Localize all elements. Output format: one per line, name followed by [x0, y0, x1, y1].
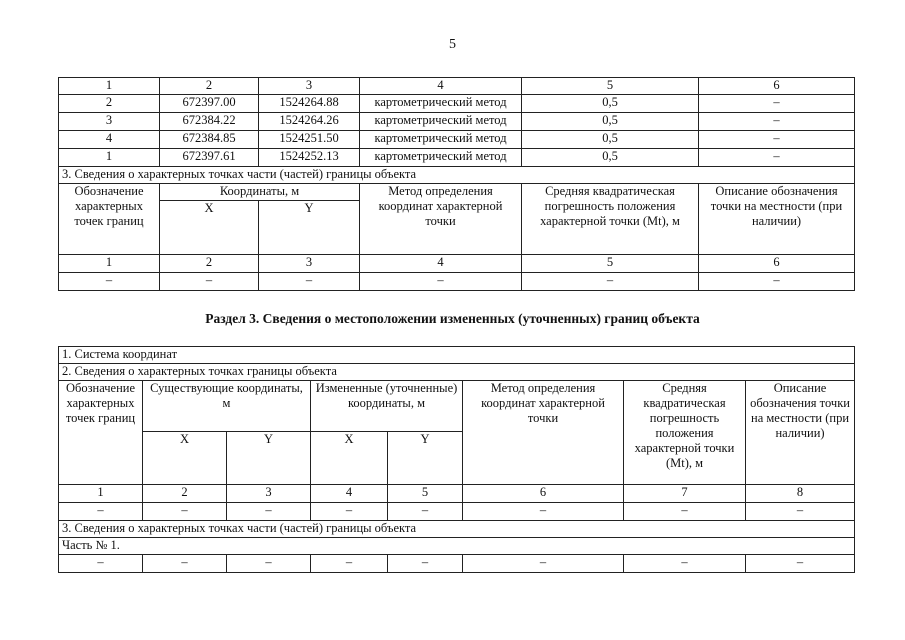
table-cell: –: [463, 503, 624, 521]
coord-y: 1524252.13: [259, 149, 360, 167]
column-number: 6: [699, 78, 855, 95]
header-description: Описание обозначения точки на местности (при наличии): [699, 184, 855, 255]
method: картометрический метод: [360, 95, 522, 113]
column-number: 3: [227, 485, 311, 503]
table-cell: –: [463, 555, 624, 573]
section3-points-table: [58, 346, 855, 573]
points-section-title: 2. Сведения о характерных точках границы объекта: [59, 364, 855, 381]
table-row: [59, 521, 855, 538]
column-number: 6: [699, 255, 855, 273]
header-changed-x: X: [311, 432, 388, 485]
table-cell: –: [259, 273, 360, 291]
header-method: Метод определения координат характерной точки: [463, 381, 624, 485]
table-header-row: [59, 184, 855, 201]
header-description: Описание обозначения точки на местности (при наличии): [746, 381, 855, 485]
table-cell: –: [227, 555, 311, 573]
parts-section-title: 3. Сведения о характерных точках части (частей) границы объекта: [59, 167, 855, 184]
table-cell: –: [59, 273, 160, 291]
column-number: 2: [160, 255, 259, 273]
header-method: Метод определения координат характерной точки: [360, 184, 522, 255]
table-cell: –: [624, 555, 746, 573]
coord-x: 672384.22: [160, 113, 259, 131]
table-row: [59, 503, 855, 521]
part-label: Часть № 1.: [59, 538, 855, 555]
column-number: 7: [624, 485, 746, 503]
table-cell: –: [59, 503, 143, 521]
table-cell: –: [311, 555, 388, 573]
accuracy: 0,5: [522, 113, 699, 131]
table-row: [59, 538, 855, 555]
table-cell: –: [311, 503, 388, 521]
table-cell: –: [143, 503, 227, 521]
table-cell: –: [746, 503, 855, 521]
header-changed-y: Y: [388, 432, 463, 485]
table-cell: –: [160, 273, 259, 291]
table-cell: –: [360, 273, 522, 291]
section2-points-table: [58, 77, 855, 291]
column-number: 4: [360, 78, 522, 95]
point-id: 3: [59, 113, 160, 131]
point-id: 2: [59, 95, 160, 113]
table-row: [59, 78, 855, 95]
description: –: [699, 131, 855, 149]
column-number: 1: [59, 255, 160, 273]
header-accuracy: Средняя квадратическая погрешность положения характерной точки (Mt), м: [522, 184, 699, 255]
header-accuracy: Средняя квадратическая погрешность положения характерной точки (Mt), м: [624, 381, 746, 485]
table-header-row: [59, 381, 855, 432]
method: картометрический метод: [360, 131, 522, 149]
column-number: 8: [746, 485, 855, 503]
header-x: X: [160, 201, 259, 255]
coord-y: 1524251.50: [259, 131, 360, 149]
column-number: 2: [160, 78, 259, 95]
coord-x: 672397.00: [160, 95, 259, 113]
table-row: [59, 95, 855, 113]
table-cell: –: [388, 503, 463, 521]
header-existing-coordinates: Существующие координаты, м: [143, 381, 311, 432]
header-designation: Обозначение характерных точек границ: [59, 381, 143, 485]
header-coordinates: Координаты, м: [160, 184, 360, 201]
table-row: [59, 131, 855, 149]
coord-x: 672384.85: [160, 131, 259, 149]
table-cell: –: [388, 555, 463, 573]
accuracy: 0,5: [522, 149, 699, 167]
coord-y: 1524264.88: [259, 95, 360, 113]
column-number: 1: [59, 485, 143, 503]
page-number: 5: [449, 37, 456, 52]
coord-x: 672397.61: [160, 149, 259, 167]
table-row: [59, 273, 855, 291]
table-row: [59, 485, 855, 503]
column-number: 5: [522, 78, 699, 95]
header-existing-x: X: [143, 432, 227, 485]
description: –: [699, 95, 855, 113]
table-row: [59, 255, 855, 273]
header-y: Y: [259, 201, 360, 255]
accuracy: 0,5: [522, 95, 699, 113]
table-row: [59, 167, 855, 184]
point-id: 4: [59, 131, 160, 149]
column-number: 1: [59, 78, 160, 95]
point-id: 1: [59, 149, 160, 167]
column-number: 6: [463, 485, 624, 503]
parts-section-title: 3. Сведения о характерных точках части (частей) границы объекта: [59, 521, 855, 538]
table-cell: –: [699, 273, 855, 291]
header-changed-coordinates: Измененные (уточненные) координаты, м: [311, 381, 463, 432]
column-number: 4: [360, 255, 522, 273]
column-number: 2: [143, 485, 227, 503]
header-designation: Обозначение характерных точек границ: [59, 184, 160, 255]
coord-y: 1524264.26: [259, 113, 360, 131]
table-cell: –: [227, 503, 311, 521]
section3-heading: Раздел 3. Сведения о местоположении измененных (уточненных) границ объекта: [205, 311, 700, 326]
table-row: [59, 555, 855, 573]
table-cell: –: [59, 555, 143, 573]
description: –: [699, 113, 855, 131]
table-row: [59, 149, 855, 167]
table-row: [59, 364, 855, 381]
table-cell: –: [522, 273, 699, 291]
method: картометрический метод: [360, 149, 522, 167]
table-row: [59, 347, 855, 364]
table-row: [59, 113, 855, 131]
column-number: 5: [388, 485, 463, 503]
column-number: 4: [311, 485, 388, 503]
table-cell: –: [143, 555, 227, 573]
column-number: 3: [259, 78, 360, 95]
description: –: [699, 149, 855, 167]
header-existing-y: Y: [227, 432, 311, 485]
method: картометрический метод: [360, 113, 522, 131]
table-cell: –: [624, 503, 746, 521]
coordinate-system-title: 1. Система координат: [59, 347, 855, 364]
table-cell: –: [746, 555, 855, 573]
column-number: 3: [259, 255, 360, 273]
accuracy: 0,5: [522, 131, 699, 149]
column-number: 5: [522, 255, 699, 273]
